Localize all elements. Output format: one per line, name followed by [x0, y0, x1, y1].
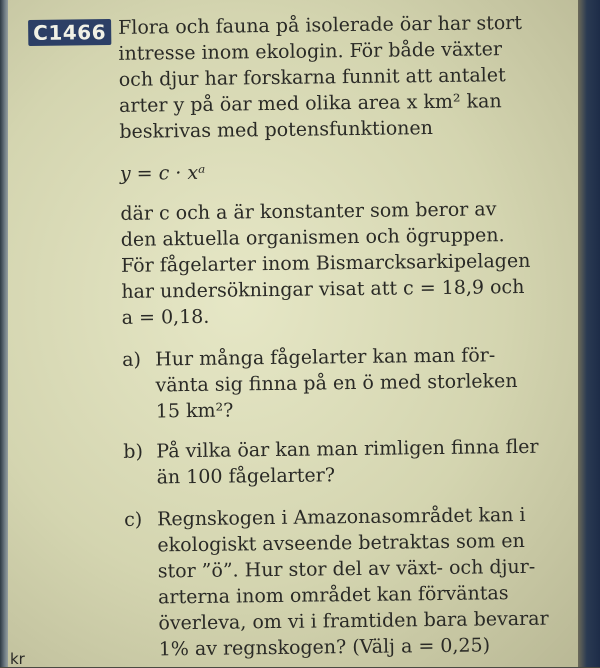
intro-line: beskrivas med potensfunktionen [119, 117, 434, 143]
item-c-label: c) [124, 508, 143, 531]
intro-line: intresse inom ekologin. För både växter [118, 38, 503, 65]
item-c-line: arterna inom området kan förväntas [157, 582, 509, 609]
body-line: har undersökningar visat att c = 18,9 och [121, 275, 525, 303]
corner-text: kr [10, 650, 25, 668]
item-c-line: 1% av regnskogen? (Välj a = 0,25) [158, 634, 491, 661]
item-c-line: överleva, om vi i framtiden bara bevarar [158, 607, 549, 635]
item-c-line: stor ”ö”. Hur stor del av växt- och djur- [157, 555, 536, 583]
intro-line: arter y på öar med olika area x km² kan [118, 90, 502, 117]
problem-number-badge: C1466 [28, 19, 111, 46]
item-b-line: än 100 fågelarter? [156, 464, 336, 489]
item-c-line: Regnskogen i Amazonasområdet kan i [157, 503, 526, 531]
item-c-line: ekologiskt avseende betraktas som en [157, 529, 525, 557]
item-b-label: b) [123, 440, 144, 463]
body-line: där c och a är konstanter som beror av [120, 198, 497, 225]
intro-line: och djur har forskarna funnit att antalet [118, 64, 506, 91]
intro-line: Flora och fauna på isolerade öar har stort [118, 11, 523, 39]
item-a-line: 15 km²? [155, 399, 234, 423]
body-line: den aktuella organismen och ögruppen. [120, 224, 505, 251]
item-a-line: vänta sig finna på en ö med storleken [155, 370, 518, 397]
item-a-line: Hur många fågelarter kan man för- [155, 344, 496, 371]
body-line: a = 0,18. [121, 305, 210, 329]
item-a-label: a) [122, 348, 142, 371]
power-function-formula: y = c · xᵃ [119, 161, 206, 185]
problem-content [26, 10, 549, 661]
item-b-line: På vilka öar kan man rimligen finna fler [156, 435, 539, 463]
textbook-page [8, 0, 580, 667]
body-line: För fågelarter inom Bismarcksarkipelagen [120, 249, 531, 277]
right-book-edge [578, 0, 600, 667]
